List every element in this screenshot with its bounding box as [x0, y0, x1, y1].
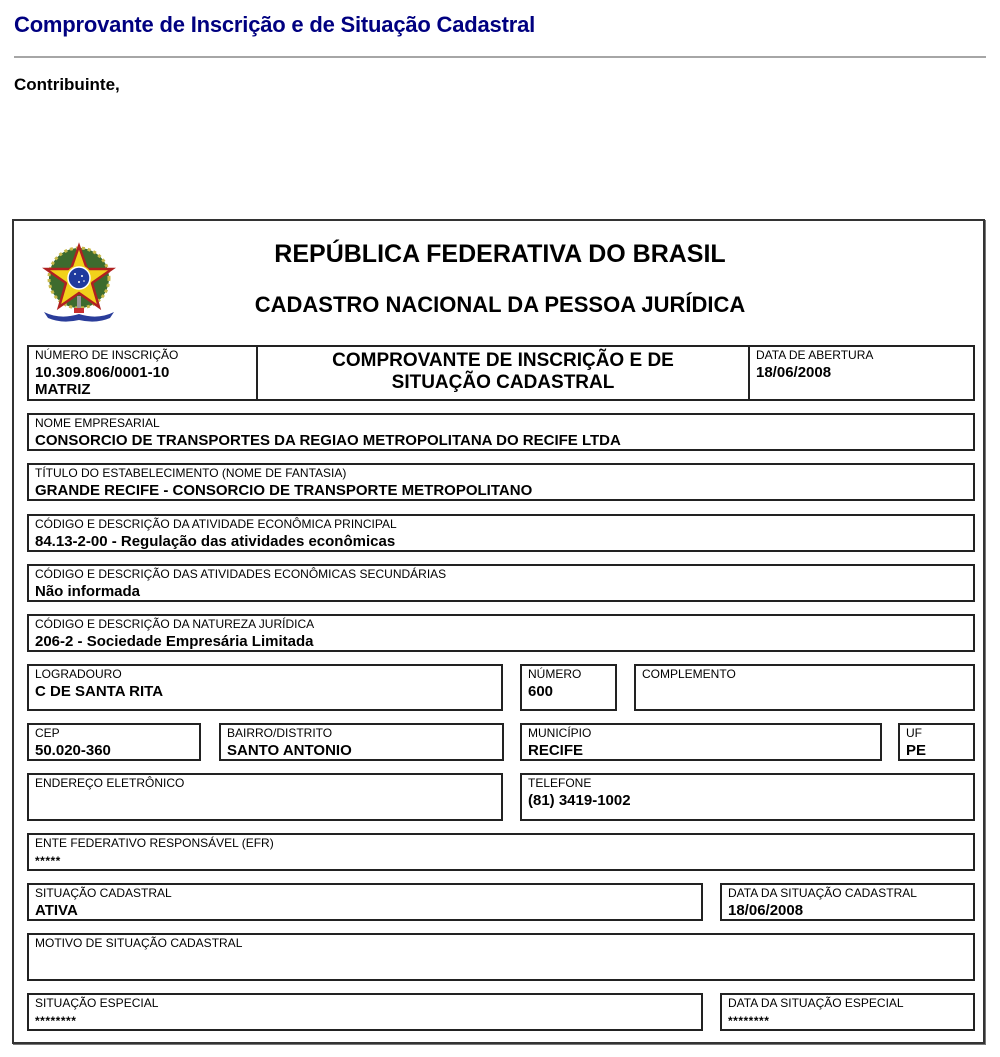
- document-title-line2: SITUAÇÃO CADASTRAL: [391, 372, 615, 393]
- field-label: MOTIVO DE SITUAÇÃO CADASTRAL: [35, 936, 243, 950]
- field-value-type: MATRIZ: [35, 381, 91, 398]
- field-label: CÓDIGO E DESCRIÇÃO DAS ATIVIDADES ECONÔMICAS SECUNDÁRIAS: [35, 567, 447, 581]
- page-title: Comprovante de Inscrição e de Situação Cadastral: [14, 12, 536, 37]
- field-label: MUNICÍPIO: [528, 726, 592, 740]
- brazil-coat-of-arms-icon: [40, 240, 118, 324]
- field-label: DATA DA SITUAÇÃO ESPECIAL: [728, 996, 904, 1010]
- field-data-abertura: [748, 345, 975, 401]
- field-value: 18/06/2008: [728, 902, 804, 919]
- heading-cnpj: CADASTRO NACIONAL DA PESSOA JURÍDICA: [254, 292, 746, 317]
- field-value: ********: [728, 1014, 770, 1028]
- field-value: 84.13-2-00 - Regulação das atividades econômicas: [35, 533, 396, 550]
- field-atividades-secundarias: [27, 564, 975, 602]
- field-label: ENDEREÇO ELETRÔNICO: [35, 776, 185, 790]
- field-label: UF: [906, 726, 922, 740]
- field-value: RECIFE: [528, 742, 584, 759]
- field-value: SANTO ANTONIO: [227, 742, 352, 759]
- field-label: CÓDIGO E DESCRIÇÃO DA ATIVIDADE ECONÔMICA PRINCIPAL: [35, 517, 397, 531]
- field-numero: [520, 664, 617, 711]
- field-label: LOGRADOURO: [35, 667, 122, 681]
- field-label: CEP: [35, 726, 60, 740]
- field-value: C DE SANTA RITA: [35, 683, 164, 700]
- field-label: NOME EMPRESARIAL: [35, 416, 160, 430]
- field-situacao-especial: [27, 993, 703, 1031]
- document-title: [258, 350, 748, 394]
- field-label: NÚMERO: [528, 667, 582, 681]
- field-label: TÍTULO DO ESTABELECIMENTO (NOME DE FANTASIA): [35, 466, 347, 480]
- field-label: DATA DA SITUAÇÃO CADASTRAL: [728, 886, 917, 900]
- field-label: ENTE FEDERATIVO RESPONSÁVEL (EFR): [35, 836, 274, 850]
- divider: [14, 56, 986, 58]
- status-badge: ATIVA: [35, 902, 78, 919]
- field-label: SITUAÇÃO ESPECIAL: [35, 996, 159, 1010]
- field-value: ********: [35, 1014, 77, 1028]
- field-bairro: [219, 723, 504, 761]
- field-value: Não informada: [35, 583, 141, 600]
- field-value: PE: [906, 742, 927, 759]
- field-titulo-estabelecimento: [27, 463, 975, 501]
- field-label: CÓDIGO E DESCRIÇÃO DA NATUREZA JURÍDICA: [35, 617, 315, 631]
- document-title-line1: COMPROVANTE DE INSCRIÇÃO E DE: [332, 350, 674, 371]
- field-value: 50.020-360: [35, 742, 111, 759]
- field-value: CONSORCIO DE TRANSPORTES DA REGIAO METROPOLITANA DO RECIFE LTDA: [35, 432, 621, 449]
- field-atividade-principal: [27, 514, 975, 552]
- field-logradouro: [27, 664, 503, 711]
- field-cep: [27, 723, 201, 761]
- field-telefone: [520, 773, 975, 821]
- field-value: GRANDE RECIFE - CONSORCIO DE TRANSPORTE METROPOLITANO: [35, 482, 533, 499]
- field-value: *****: [35, 854, 61, 868]
- field-efr: [27, 833, 975, 871]
- field-value: (81) 3419-1002: [528, 792, 631, 809]
- field-value: 18/06/2008: [756, 364, 832, 381]
- field-numero-inscricao: [27, 345, 258, 401]
- field-label: TELEFONE: [528, 776, 592, 790]
- field-nome-empresarial: [27, 413, 975, 451]
- field-complemento: [634, 664, 975, 711]
- field-municipio: [520, 723, 882, 761]
- field-label: DATA DE ABERTURA: [756, 348, 874, 362]
- field-endereco-eletronico: [27, 773, 503, 821]
- field-value: 600: [528, 683, 554, 700]
- field-uf: [898, 723, 975, 761]
- document-title-box: [256, 345, 750, 401]
- field-motivo-situacao: [27, 933, 975, 981]
- field-label: BAIRRO/DISTRITO: [227, 726, 333, 740]
- greeting: Contribuinte,: [14, 75, 120, 94]
- heading-republic: REPÚBLICA FEDERATIVA DO BRASIL: [274, 240, 726, 268]
- field-label: SITUAÇÃO CADASTRAL: [35, 886, 172, 900]
- field-data-situacao-cadastral: [720, 883, 975, 921]
- field-label: NÚMERO DE INSCRIÇÃO: [35, 348, 179, 362]
- field-label: COMPLEMENTO: [642, 667, 736, 681]
- field-natureza-juridica: [27, 614, 975, 652]
- field-value: 206-2 - Sociedade Empresária Limitada: [35, 633, 314, 650]
- field-situacao-cadastral: [27, 883, 703, 921]
- field-value: 10.309.806/0001-10: [35, 364, 170, 381]
- field-data-situacao-especial: [720, 993, 975, 1031]
